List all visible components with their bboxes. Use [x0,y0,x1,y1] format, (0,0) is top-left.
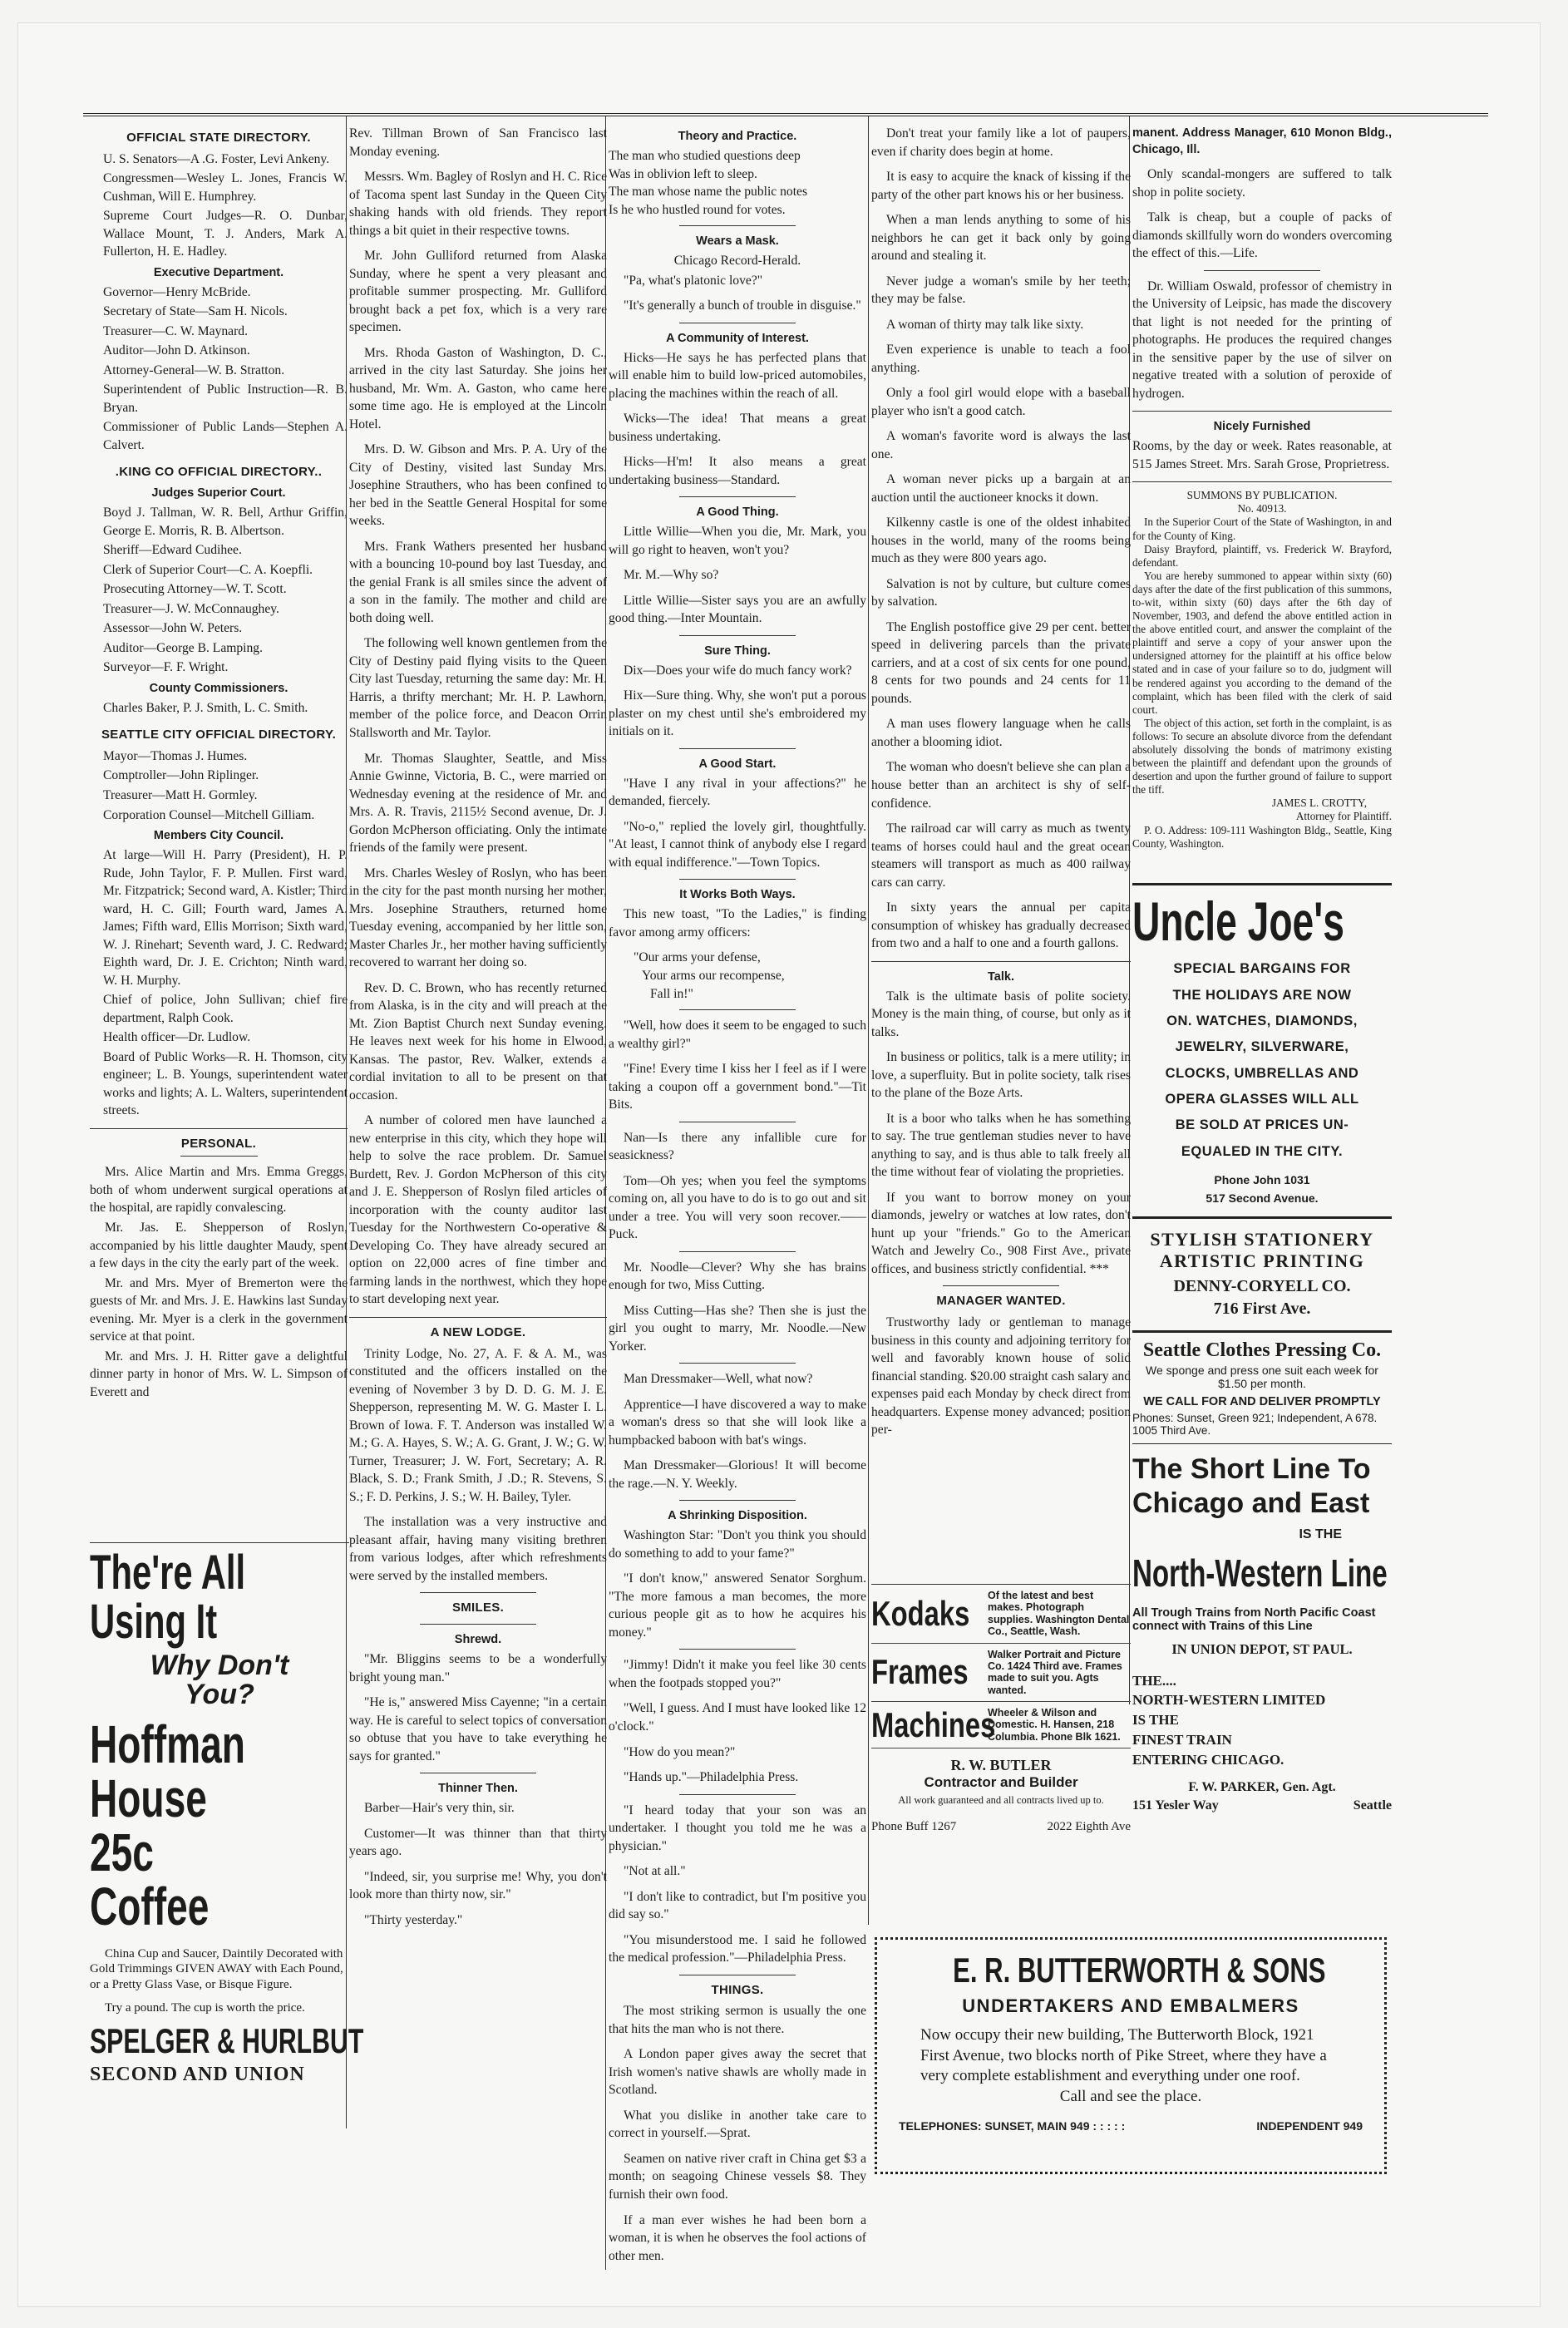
summons-number: No. 40913. [1237,502,1287,515]
section-rule [1132,481,1392,482]
header-rule [83,113,1488,116]
directory-line: Clerk of Superior Court—C. A. Koepfli. [103,562,313,577]
directory-line: Auditor—John D. Atkinson. [103,343,250,358]
article-paragraph: "Indeed, sir, you surprise me! Why, you don't look more than thirty now, sir." [349,1869,607,1902]
builder-note: All work guaranteed and all contracts lived up to. [898,1794,1104,1807]
ad-line: EQUALED IN THE CITY. [1181,1143,1344,1159]
article-paragraph: "You misunderstood me. I said he followed the medical profession."—Philadelphia Press. [609,1932,866,1965]
section-rule [90,1128,348,1129]
article-paragraph: Trustworthy lady or gentleman to manage business in this county and adjoining territory for well and favorably known house of solid financial standing. $20.00 straight cash salary and expenses paid each Monday by check direct from headquarters. Expense money advanced; position per- [871,1315,1131,1438]
ad-address: 517 Second Avenue. [1206,1191,1319,1206]
article-paragraph: Mrs. Charles Wesley of Roslyn, who has been in the city for the past month nursing her mother, Mrs. Josephine Strauthers, returned home Tuesday evening, accompanied by her little son, Master Charles Jr., her mother having sufficiently recovered to warrant her doing so. [349,866,607,970]
railway-agent: F. W. PARKER, Gen. Agt. [1188,1779,1336,1794]
state-directory-title: OFFICIAL STATE DIRECTORY. [126,131,311,145]
article-paragraph: Only a fool girl would elope with a baseball player who isn't a good catch. [871,386,1131,418]
directory-line: Health officer—Dr. Ludlow. [103,1030,251,1045]
builder-name: R. W. BUTLER [950,1757,1052,1774]
section-rule [679,1500,796,1501]
shrinking-title: A Shrinking Disposition. [668,1509,807,1523]
stationery-line: ARTISTIC PRINTING [1159,1250,1365,1272]
verse-line: Your arms our recompense, [642,968,785,983]
lodge-title: A NEW LODGE. [430,1324,526,1339]
ad-phone: Phone John 1031 [1214,1173,1310,1187]
article-paragraph: manent. Address Manager, 610 Monon Bldg., Chicago, Ill. [1132,126,1392,156]
article-paragraph: Dr. William Oswald, professor of chemistry in the University of Leipsic, has made the discovery that light is not needed for the printing of photographs. He produces the required changes in the sensitive paper by the use of silver on negative treated with a solution of peroxide of hydrogen. [1132,279,1392,401]
section-rule [679,1649,796,1650]
article-paragraph: "It's generally a bunch of trouble in disguise." [624,298,861,313]
manager-title: MANAGER WANTED. [936,1294,1066,1309]
railway-line: ENTERING CHICAGO. [1132,1751,1284,1768]
article-paragraph: What you dislike in another take care to correct in yourself.—Sprat. [609,2108,866,2141]
directory-line: Secretary of State—Sam H. Nicols. [103,304,288,319]
railway-is-the: IS THE [1299,1527,1342,1541]
section-rule [349,1317,607,1318]
directory-line: Corporation Counsel—Mitchell Gilliam. [103,807,315,822]
article-paragraph: "Fine! Every time I kiss her I feel as if I were taking a coupon off a government bond."—Tit Bits. [609,1062,866,1112]
directory-line: Congressmen—Wesley L. Jones, Francis W. Cushman, Will E. Humphrey. [103,171,348,204]
builder-trade: Contractor and Builder [924,1774,1078,1791]
executive-title: Executive Department. [153,265,284,279]
railway-depot: IN UNION DEPOT, ST PAUL. [1171,1640,1353,1657]
article-paragraph: Trinity Lodge, No. 27, A. F. & A. M., was constituted and the officers installed on the evening of November 3 by D. D. G. M. J. E. Shepperson, representing M. W. G. Master I. L. Brown of Iowa. F. T. Anderson was installed W. M.; G. A. Hayes, S. W.; A. G. Grant, J. W.; G. W. Turner, Treasurer; J. W. Fort, Secretary; A. R. Black, S. D.; Frank Smith, J .D.; R. Stevens, S. S.; F. D. Perkins, J. S.; W. H. Bailey, Tyler. [349,1346,607,1504]
things-title: THINGS. [711,1982,764,1997]
ad-line: OPERA GLASSES WILL ALL [1165,1092,1359,1107]
article-paragraph: Don't treat your family like a lot of paupers, even if charity does begin at home. [871,126,1131,159]
ad-offer: China Cup and Saucer, Daintily Decorated with Gold Trimmings GIVEN AWAY with Each Pound, or a Pretty Glass Vase, or Bisque Figure. [90,1946,343,1992]
classified-row [871,1644,1131,1703]
article-paragraph: Mrs. Alice Martin and Mrs. Emma Greggs, both of whom underwent surgical operations at the hospital, are rapidly convalescing. [90,1165,348,1216]
article-paragraph: "Mr. Bliggins seems to be a wonderfully bright young man." [349,1652,607,1684]
undertaker-trade: UNDERTAKERS AND EMBALMERS [962,1995,1299,2016]
classified-label: Machines [871,1704,996,1744]
article-paragraph: A woman of thirty may talk like sixty. [886,317,1084,332]
article-paragraph: Mr. M.—Why so? [624,568,719,583]
article-paragraph: Wicks—The idea! That means a great business undertaking. [609,412,866,444]
article-paragraph: This new toast, "To the Ladies," is finding favor among army officers: [609,907,866,940]
ad-offer: Try a pound. The cup is worth the price. [105,2000,305,2015]
ad-headline: Using It [90,1595,218,1650]
article-paragraph: A man uses flowery language when he calls another a blooming idiot. [871,717,1131,749]
article-paragraph: Mrs. D. W. Gibson and Mrs. P. A. Ury of the City of Destiny, visited last Sunday Mrs. Josephine Strauthers, who has been confined to her bed in the Seattle General Hospital for some weeks. [349,442,607,529]
verse-line: "Our arms your defense, [634,950,761,965]
directory-line: Charles Baker, P. J. Smith, L. C. Smith. [103,700,308,715]
article-paragraph: Only scandal-mongers are suffered to talk shop in polite society. [1132,167,1392,200]
article-paragraph: Never judge a woman's smile by her teeth; they may be false. [871,274,1131,307]
ad-line: CLOCKS, UMBRELLAS AND [1165,1065,1359,1081]
king-directory-title: .KING CO OFFICIAL DIRECTORY.. [115,465,323,480]
directory-line: Treasurer—J. W. McConnaughey. [103,601,279,616]
railway-address: 151 Yesler Way [1132,1798,1219,1813]
directory-line: Comptroller—John Riplinger. [103,768,259,783]
article-paragraph: The installation was a very instructive and pleasant affair, having many visiting brethren from various lodges, after which refreshments were served by the installed members. [349,1515,607,1583]
railway-trains: All Trough Trains from North Pacific Coast connect with Trains of this Line [1132,1605,1376,1633]
article-paragraph: Mr. Jas. E. Shepperson of Roslyn, accompanied by his little daughter Maudy, spent a few days in the city the early part of the week. [90,1220,348,1271]
ad-line: THE HOLIDAYS ARE NOW [1172,987,1352,1003]
article-source: Chicago Record-Herald. [673,254,801,269]
clothes-title: Seattle Clothes Pressing Co. [1142,1339,1382,1362]
article-paragraph: Dix—Does your wife do much fancy work? [624,663,852,678]
goodthing-title: A Good Thing. [696,506,779,520]
brand-name: House [90,1768,207,1828]
stationery-line: STYLISH STATIONERY [1150,1229,1374,1250]
directory-line: Prosecuting Attorney—W. T. Scott. [103,582,287,597]
article-paragraph: Hicks—He says he has perfected plans that will enable him to build low-priced automobiles, placing the machines within the reach of all. [609,350,866,401]
article-paragraph: Salvation is not by culture, but culture comes by salvation. [871,576,1131,609]
undertaker-text: Now occupy their new building, The Butterworth Block, 1921 First Avenue, two blocks north of Pike Street, where they have a very complete establishment and everything under one roof. [920,2025,1327,2085]
butterworth-advertisement [875,1937,1387,2174]
section-rule [180,1156,258,1157]
summons-role: Attorney for Plaintiff. [1295,810,1392,823]
section-rule [1204,270,1320,271]
summons-paragraph: The object of this action, set forth in the complaint, is as follows: To secure an absolute divorce from the defendant absolutely dissolving the bonds of matrimony existing between the plaintiff and defendant upon the grounds of desertion and upon the further ground of failure to support the tiff. [1132,716,1392,797]
verse-line: Fall in!" [650,986,693,1001]
section-rule [679,1251,796,1252]
seller-name: SPELGER & HURLBUT [90,2020,364,2060]
classified-row [871,1702,1131,1748]
theory-title: Theory and Practice. [678,130,797,143]
summons-signature: JAMES L. CROTTY, [1271,797,1367,810]
talk-title: Talk. [988,969,1014,984]
stationery-address: 716 First Ave. [1213,1300,1311,1319]
verse-line: Was in oblivion left to sleep. [609,166,757,181]
summons-paragraph: Daisy Brayford, plaintiff, vs. Frederick W. Brayford, defendant. [1132,542,1392,569]
personal-column [349,125,607,1936]
council-title: Members City Council. [153,829,284,843]
article-paragraph: Mr. and Mrs. Myer of Bremerton were the guests of Mr. and Mrs. J. E. Hawkins last Sunday evening. Mr. Myer is a clerk in the government service at that point. [90,1275,348,1344]
article-paragraph: "Not at all." [624,1864,686,1879]
article-paragraph: Hicks—H'm! It also means a great undertaking business—Standard. [609,455,866,487]
article-paragraph: Man Dressmaker—Glorious! It will become the rage.—N. Y. Weekly. [609,1458,866,1491]
article-paragraph: "Hands up."—Philadelphia Press. [624,1770,799,1785]
seller-location: SECOND AND UNION [90,2063,305,2085]
directory-line: Assessor—John W. Peters. [103,621,243,636]
summons-address: P. O. Address: 109-111 Washington Bldg., Seattle, King County, Washington. [1132,823,1392,850]
undertaker-name: E. R. BUTTERWORTH & SONS [953,1951,1326,1990]
article-paragraph: "How do you mean?" [624,1744,736,1759]
summons-paragraph: You are hereby summoned to appear within sixty (60) days after the date of the first publication of this summons, to-wit, within sixty (60) days after the 6th day of November, 1903, and defend the above entitled action in the above entitled court, and answer the complaint of the plaintiff and serve a copy of your answer upon the undersigned attorney for the plaintiff at his office below stated and in case of your failure so to do, judgment will be rendered against you according to the demand of the complaint, which has been filed with the clerk of said court. [1132,569,1392,716]
classified-text: Of the latest and best makes. Photograph supplies. Washington Dental Co., Seattle, Wash. [988,1590,1130,1638]
sure-title: Sure Thing. [704,644,771,658]
section-rule [679,748,796,749]
furnished-title: Nicely Furnished [1213,420,1311,434]
legal-notice [1132,489,1392,851]
directory-line: Auditor—George B. Lamping. [103,640,264,655]
article-paragraph: "Well, how does it seem to be engaged to such a wealthy girl?" [609,1018,866,1051]
section-rule [679,1009,796,1010]
article-paragraph: Talk is the ultimate basis of polite society. Money is the main thing, of course, but only as it talks. [871,989,1131,1039]
clothes-delivery: WE CALL FOR AND DELIVER PROMPTLY [1143,1395,1381,1409]
builder-address: 2022 Eighth Ave [1047,1820,1131,1834]
article-paragraph: It is a boor who talks when he has something to say. The true gentleman studies never to have anything to say, and is thus able to talk freely all the time without fear of violating the proprieties. [871,1111,1131,1180]
section-rule [420,1592,536,1593]
ad-line: ON. WATCHES, DIAMONDS, [1166,1014,1358,1028]
classified-text: Wheeler & Wilson and Domestic. H. Hansen, 218 Columbia. Phone Blk 1621. [988,1707,1121,1743]
directory-line: Commissioner of Public Lands—Stephen A. Calvert. [103,420,348,452]
section-rule [679,225,796,226]
ad-rule [1132,883,1392,885]
verse-line: The man whose name the public notes [609,185,808,200]
article-paragraph: Mr. Thomas Slaughter, Seattle, and Miss Annie Gwinne, Victoria, B. C., were married on Wednesday evening at the residence of Mr. and Mrs. A. R. Travis, 2115½ Second avenue, Dr. J. Gordon McPherson officiating. Only the intimate friends of the family were present. [349,751,607,856]
ad-headline: The're All [90,1546,246,1600]
ways-title: It Works Both Ways. [679,888,796,902]
clothes-phones: Phones: Sunset, Green 921; Independent, A 678. 1005 Third Ave. [1132,1412,1378,1438]
article-paragraph: The railroad car will carry as much as twenty teams of horses could haul and the great ocean steamers will transport as much as 400 railway cars can carry. [871,821,1131,890]
directory-line: Attorney-General—W. B. Stratton. [103,363,285,377]
article-paragraph: "Well, I guess. And I must have looked like 12 o'clock." [609,1701,866,1734]
verse-line: Is he who hustled round for votes. [609,202,786,217]
article-paragraph: When a man lends anything to some of his neighbors he can get it back only by going around and stealing it. [871,213,1131,264]
advertisement-column [1132,125,1392,851]
section-rule [679,1794,796,1795]
section-rule [679,496,796,497]
article-paragraph: The woman who doesn't believe she can plan a house better than an architect is shy of self-confidence. [871,760,1131,811]
undertaker-phone: INDEPENDENT 949 [1256,2118,1363,2133]
article-paragraph: A number of colored men have launched a new enterprise in this city, which they hope will help to solve the race problem. Dr. Samuel Burdett, Rev. J. Gordon McPherson of this city and J. E. Shepperson of Roslyn filed articles of incorporation with the county auditor last Tuesday for the Northwestern Co-operative & Developing Co. They have already secured an option on 22,000 acres of fine timber and farming lands in the northwest, which they hope to start developing next year. [349,1113,607,1307]
coffee-advertisement [90,1542,364,2085]
article-paragraph: If you want to borrow money on your diamonds, jewelry or watches at low rates, don't hunt up your "friends." Go to the American Watch and Jewelry Co., 908 First Ave., private offices, and business strictly confidential. *** [871,1190,1131,1276]
article-paragraph: Nan—Is there any infallible cure for seasickness? [609,1130,866,1163]
article-paragraph: Seamen on native river craft in China get $3 a month; on seagoing Chinese vessels $8. They furnish their own food. [609,2151,866,2202]
article-paragraph: A London paper gives away the secret that Irish women's native shawls are wholly made in Scotland. [609,2047,866,2098]
classified-label: Frames [871,1652,969,1692]
ad-rule [90,1542,349,1543]
builder-phone: Phone Buff 1267 [871,1820,957,1834]
directory-line: Mayor—Thomas J. Humes. [103,748,248,763]
classified-row [871,1585,1131,1644]
directory-column [90,125,348,1403]
article-paragraph: "I heard today that your son was an undertaker. I thought you told me he was a physician." [609,1803,866,1853]
section-rule [679,635,796,636]
railway-line: IS THE [1132,1712,1179,1729]
start-title: A Good Start. [698,757,777,771]
ad-question: Why Don't [150,1650,289,1682]
commissioners-title: County Commissioners. [149,681,288,695]
article-paragraph: "No-o," replied the lovely girl, thoughtfully. "At least, I cannot think of anybody else I regard with equal indifference."—Town Topics. [609,819,866,870]
directory-line: Surveyor—F. F. Wright. [103,660,229,675]
directory-line: Superintendent of Public Instruction—R. B. Bryan. [103,382,348,415]
section-rule [679,879,796,880]
article-paragraph: Mrs. Frank Wathers presented her husband with a bouncing 10-pound boy last Tuesday, and the genial Frank is all smiles since the advent of a son in the family. The mother and child are both doing well. [349,539,607,625]
section-rule [943,1285,1059,1286]
railway-line: NORTH-WESTERN LIMITED [1132,1692,1326,1709]
ad-headline: Uncle Joe's [1132,890,1344,952]
thinner-title: Thinner Then. [438,1782,518,1796]
article-paragraph: Talk is cheap, but a couple of packs of diamonds skillfully worn do wonders overcoming the effect of this.—Life. [1132,210,1392,261]
column-rule [868,116,869,1925]
classified-label: Kodaks [871,1593,970,1633]
ad-line: JEWELRY, SILVERWARE, [1175,1039,1349,1055]
community-title: A Community of Interest. [666,331,809,345]
classified-strip [871,1584,1131,1834]
mask-title: Wears a Mask. [696,234,779,249]
article-paragraph: A woman never picks up a bargain at an auction until the auctioneer knocks it down. [871,472,1131,505]
article-paragraph: In business or politics, talk is a mere utility; in love, a superfluity. But in polite society, talk rises to the plane of the Boze Arts. [871,1050,1131,1101]
article-paragraph: "Pa, what's platonic love?" [624,273,763,288]
smiles-title: SMILES. [451,1600,505,1615]
shrewd-title: Shrewd. [454,1633,502,1647]
article-paragraph: Messrs. Wm. Bagley of Roslyn and H. C. Rice of Tacoma spent last Sunday in the Queen City shaking hands with old friends. They report things a bit quiet in their respective towns. [349,170,607,238]
article-paragraph: "He is," answered Miss Cayenne; "in a certain way. He is careful to select topics of conversation so obtuse that you have to take everything he says for granted." [349,1695,607,1763]
article-paragraph: "Jimmy! Didn't it make you feel like 30 cents when the footpads stopped you?" [609,1658,866,1690]
section-rule [679,1363,796,1364]
undertaker-call: Call and see the place. [1059,2087,1202,2105]
article-paragraph: Mr. and Mrs. J. H. Ritter gave a delightful dinner party in honor of Mrs. W. L. Simpson of Everett and [90,1349,348,1399]
ad-rule [1132,1443,1392,1444]
section-rule [1132,411,1392,412]
uncle-joes-advertisement [1132,883,1392,1813]
humor-column [609,125,866,2272]
epigram-column [871,125,1131,1447]
article-paragraph: Mrs. Rhoda Gaston of Washington, D. C., arrived in the city last Saturday. She joins her husband, Mr. Wm. A. Gaston, who came here some time ago. He is employed at the Lincoln Hotel. [349,345,607,432]
article-paragraph: Rev. D. C. Brown, who has recently returned from Alaska, is in the city and will preach at the Mt. Zion Baptist Church next Sunday evening. He leaves next week for his home in Elwood, Kansas. The pastor, Rev. Walker, extends a cordial invitation to all to be present on that occasion. [349,980,607,1102]
directory-line: Boyd J. Tallman, W. R. Bell, Arthur Griffin, George E. Morris, R. B. Albertson. [103,506,348,538]
summons-title: SUMMONS BY PUBLICATION. [1186,489,1338,502]
ad-rule [1132,1216,1392,1219]
directory-line: U. S. Senators—A .G. Foster, Levi Ankeny. [103,151,330,166]
railway-city: Seattle [1353,1798,1392,1813]
clothes-offer: We sponge and press one suit each week for $1.50 per month. [1146,1364,1378,1391]
article-paragraph: Little Willie—Sister says you are an awfully good thing.—Inter Mountain. [609,593,866,626]
article-paragraph: Mr. Noodle—Clever? Why she has brains enough for two, Miss Cutting. [609,1260,866,1293]
article-paragraph: Little Willie—When you die, Mr. Mark, you will go right to heaven, won't you? [609,525,866,557]
brand-name: Coffee [90,1877,210,1937]
directory-line: Board of Public Works—R. H. Thomson, city engineer; L. B. Youngs, superintendent water works and lights; A. L. Walters, superintendent streets. [103,1049,348,1118]
directory-line: Chief of police, John Sullivan; chief fire department, Ralph Cook. [103,993,348,1025]
article-paragraph: "I don't like to contradict, but I'm positive you did say so." [609,1889,866,1922]
article-paragraph: In sixty years the annual per capita consumption of whiskey has gradually decreased from two and a half to one and a fourth gallons. [871,900,1131,951]
article-paragraph: Miss Cutting—Has she? Then she is just the girl you ought to marry, Mr. Noodle.—New Yorker. [609,1303,866,1354]
ad-line: BE SOLD AT PRICES UN- [1175,1117,1349,1133]
price: 25c [90,1822,154,1883]
article-paragraph: The English postoffice give 29 per cent. better speed in delivering parcels than the private carriers, and at a cost of six cents for one pound, 8 cents for two pounds and 24 cents for 11 pounds. [871,619,1131,706]
article-paragraph: The following well known gentlemen from the City of Destiny paid flying visits to the Queen City last Tuesday, returning the same day: Mr. H. Harris, a thrifty merchant; Mr. H. P. Lawhorn, member of the police force, and Deacon Orrin Stallsworth and Mr. Taylor. [349,636,607,740]
stationery-name: DENNY-CORYELL CO. [1173,1277,1351,1296]
article-paragraph: Hix—Sure thing. Why, she won't put a porous plaster on my chest until she's embroidered my initials on it. [609,688,866,739]
section-rule [420,1624,536,1625]
directory-line: Treasurer—Matt H. Gormley. [103,787,258,802]
article-paragraph: A woman's favorite word is always the last one. [871,429,1131,461]
seattle-directory-title: SEATTLE CITY OFFICIAL DIRECTORY. [101,728,337,742]
article-paragraph: Barber—Hair's very thin, sir. [364,1801,515,1816]
directory-line: Governor—Henry McBride. [103,284,251,299]
ad-line: SPECIAL BARGAINS FOR [1173,961,1351,977]
article-paragraph: Even experience is unable to teach a fool anything. [871,343,1131,375]
article-paragraph: "Have I any rival in your affections?" he demanded, fiercely. [609,776,866,809]
railway-line: THE.... [1132,1672,1176,1689]
railway-line: FINEST TRAIN [1132,1731,1232,1748]
classified-text: Walker Portrait and Picture Co. 1424 Third ave. Frames made to suit you. Agts wanted. [988,1648,1122,1696]
judges-title: Judges Superior Court. [151,486,286,501]
railway-name: North-Western Line [1132,1551,1388,1595]
directory-line: Supreme Court Judges—R. O. Dunbar, Wallace Mount, T. J. Anders, Mark A. Fullerton, H. E. Hadley. [103,209,348,259]
ad-question: You? [185,1678,254,1710]
personal-title: PERSONAL. [180,1136,257,1151]
article-paragraph: "Thirty yesterday." [364,1912,463,1927]
verse-line: The man who studied questions deep [609,149,801,163]
article-paragraph: Man Dressmaker—Well, what now? [624,1372,813,1387]
undertaker-phone: TELEPHONES: SUNSET, MAIN 949 : : : : : [899,2118,1126,2133]
ad-rule [1132,1330,1392,1333]
summons-paragraph: In the Superior Court of the State of Washington, in and for the County of King. [1132,515,1392,542]
article-paragraph: Rev. Tillman Brown of San Francisco last Monday evening. [349,126,607,159]
article-paragraph: Washington Star: "Don't you think you should do something to add to your fame?" [609,1528,866,1561]
article-paragraph: The most striking sermon is usually the one that hits the man who is not there. [609,2004,866,2036]
article-paragraph: Customer—It was thinner than that thirty years ago. [349,1826,607,1859]
brand-name: Hoffman [90,1714,245,1774]
directory-line: At large—Will H. Parry (President), H. P. Rude, John Taylor, F. P. Mullen. First ward, Mr. Fitzpatrick; Second ward, A. Kistler; Third ward, H. C. Gill; Fourth ward, James A. James; Fifth ward, Ellis Morrison; Sixth ward, W. J. Rinehart; Seventh ward, J. C. Redward; Eighth ward, Dr. J. E. Crichton; Ninth ward, W. H. Murphy. [103,848,348,988]
directory-line: Treasurer—C. W. Maynard. [103,323,248,338]
directory-line: Sheriff—Edward Cudihee. [103,543,242,558]
article-paragraph: Mr. John Gulliford returned from Alaska Sunday, where he spent a very pleasant and profitable summer prospecting. Mr. Gulliford brought back a pet fox, which is a very rare specimen. [349,249,607,335]
article-paragraph: Kilkenny castle is one of the oldest inhabited houses in the world, many of the rooms being much as they were 800 years ago. [871,515,1131,566]
section-rule [871,961,1131,962]
article-paragraph: Rooms, by the day or week. Rates reasonable, at 515 James Street. Mrs. Sarah Grose, Proprietress. [1132,439,1392,471]
railway-headline: The Short Line To Chicago and East [1132,1453,1371,1519]
article-paragraph: Tom—Oh yes; when you feel the symptoms coming on, all you have to do is to go out and sit under a tree. You will very soon recover.——Puck. [609,1173,866,1242]
article-paragraph: It is easy to acquire the knack of kissing if the party of the other part knows his or her business. [871,170,1131,202]
article-paragraph: Apprentice—I have discovered a way to make a woman's dress so that she will look like a humpbacked baboon with bat's wings. [609,1397,866,1448]
article-paragraph: "I don't know," answered Senator Sorghum. "The more famous a man becomes, the more curious people git as to how he acquires his money." [609,1571,866,1640]
article-paragraph: If a man ever wishes he had been born a woman, it is when he observes the fool actions of other men. [609,2212,866,2263]
